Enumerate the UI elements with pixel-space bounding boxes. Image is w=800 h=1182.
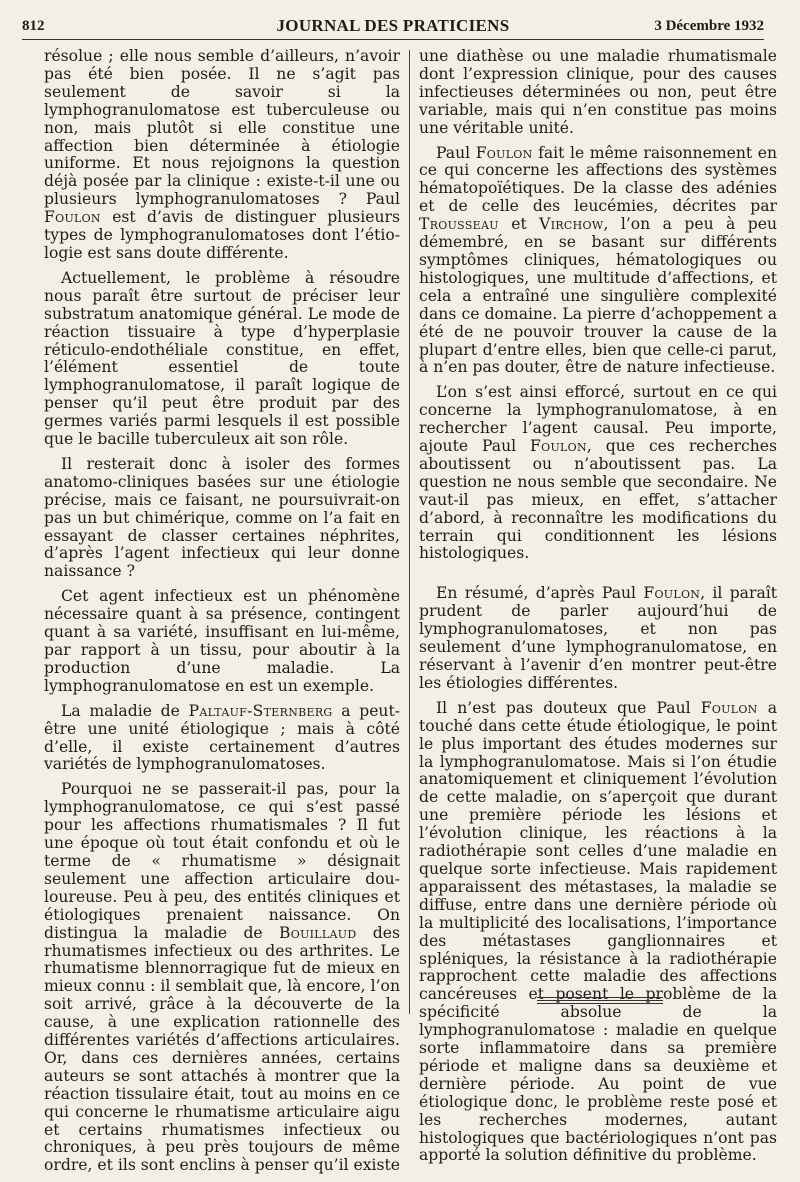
disease-eponym: Bouillaud <box>279 923 357 942</box>
paragraph: une diathèse ou une maladie rhumatismale dont l’expression clinique, pour des causes infectieuses déterminées ou non, peut être variable, mais qui n’en constitue pas moins une véritable unité. <box>419 47 777 137</box>
paragraph: Il resterait donc à isoler des formes anatomo-cliniques basées sur une étiologie précise, mais ce faisant, ne poursuivrait-on pas un but chimérique, comme on l’a fait en essayant de classer certaines néphrites, d’après l’agent infectieux qui leur donne naissance ? <box>44 454 400 581</box>
paragraph <box>419 700 777 1166</box>
text-run: , que ces recherches aboutissent ou n’aboutissent pas. La question ne nous semble que secondaire. Ne vaut-il pas mieux, en effet, s’attacher d’abord, à reconnaître les modifications du terrain qui conditionnent les lésions histologiques. <box>419 437 777 563</box>
text-run: est d’avis de distinguer plusieurs types de lymphogranulomatoses dont l’étiologie est sans doute différente. <box>44 208 400 262</box>
paragraph <box>419 145 777 378</box>
text-run: , il paraît prudent de parler aujourd’hui de lymphogranulomatoses, et non pas seulement d’une lymphogranulomatose, en réservant à l’avenir d’en montrer peut-être les étiologies différentes. <box>419 584 777 692</box>
column-divider <box>409 50 410 1014</box>
paragraph: Actuellement, le problème à résoudre nous paraît être surtout de préciser leur substratum anatomique général. Le mode de réaction tissuaire à type d’hyperplasie réticulo-endothéliale constitue, en effet, l’élément essentiel de toute lymphogranulomatose, il paraît logique de penser qu’il peut être produit par des germes variés parmi lesquels il est possible que le bacille tuberculeux ait son rôle. <box>44 268 400 449</box>
left-column <box>44 48 400 1182</box>
author-name: Foulon <box>475 143 533 162</box>
text-run: Il n’est pas douteux que Paul <box>436 698 701 717</box>
disease-eponym: Paltauf-Sternberg <box>188 701 333 720</box>
page-number: 812 <box>22 18 45 34</box>
paragraph: Cet agent infectieux est un phénomène nécessaire quant à sa présence, contingent quant à sa variété, insuffisant en lui-même, par rapport à un tissu, pour aboutir à la production d’une maladie. La lymphogranulomatose en est un exemple. <box>44 587 400 695</box>
text-run: , l’on a peu à peu démembré, en se basant sur différents symptômes cliniques, hématologiques ou histologiques, une multitude d’affections, et cela a entraîné une singulière complexité dans ce domaine. La pierre d’achoppement a été de ne pouvoir trouver la cause de la plupart d’entre elles, bien que celle-ci parut, à n’en pas douter, être de nature infectieuse. <box>419 215 777 377</box>
journal-title: JOURNAL DES PRATICIENS <box>276 16 510 35</box>
issue-date: 3 Décembre 1932 <box>654 18 764 34</box>
text-run: Paul <box>436 143 476 162</box>
cited-name: Trousseau <box>419 215 499 234</box>
paragraph <box>44 781 400 1175</box>
author-name: Foulon <box>643 584 701 603</box>
rule-line <box>537 997 663 998</box>
text-run: et <box>498 215 540 234</box>
cited-name: Virchow <box>539 215 604 234</box>
rule-line <box>537 1000 663 1001</box>
paragraph <box>44 48 400 263</box>
end-of-article-rule <box>537 997 663 1006</box>
text-run: résolue ; elle nous semble d’ailleurs, n’avoir pas été bien posée. Il ne s’agit pas seulement de savoir si la lymphogranulomatose est tuberculeuse ou non, mais plutôt si elle constitue une affection bien déterminée à étiologie uniforme. Et nous rejoignons la question déjà posée par la clinique : existe-t-il une ou plusieurs lymphogranulomatoses ? Paul <box>44 47 400 209</box>
text-run: fait le même raisonnement en ce qui concerne les affections des systèmes hématopoïétiques. De la classe des adénies et de celle des leucémies, décrites par <box>419 143 777 216</box>
author-name: Foulon <box>530 437 587 456</box>
author-name: Foulon <box>700 698 758 717</box>
author-name: Foulon <box>44 208 101 227</box>
text-run: a peut-être une unité étiologique ; mais à côté d’elle, il existe certainement d’autres variétés de lymphogranulomatoses. <box>44 701 400 774</box>
paragraph <box>44 703 400 775</box>
paragraph <box>419 384 777 563</box>
text-run: La maladie de <box>61 701 189 720</box>
rule-line <box>537 1003 663 1004</box>
text-run: des rhumatismes infectieux ou des arthrites. Le rhumatisme blennorragique fut de mieux en mieux connu : il semblait que, là encore, l’on soit arrivé, grâce à la découverte de la cause, à une explication rationnelle des différentes variétés d’affections articulaires. Or, dans ces dernières années, certains auteurs se sont attachés à montrer que la réaction tissulaire était, tout au moins en ce qui concerne le rhumatisme articulaire aigu et certains rhumatismes infectieux ou chroniques, à peu près toujours de même ordre, et ils sont enclins à penser qu’il existe <box>44 923 401 1175</box>
text-run: L’on s’est ainsi efforcé, surtout en ce qui concerne la lymphogranulomatose, à en rechercher l’agent causal. Peu importe, ajoute Paul <box>419 383 777 456</box>
paragraph <box>419 585 777 692</box>
text-run: a touché dans cette étude étiologique, le point le plus important des études modernes sur la lymphogranulomatose. Mais si l’on étudie anatomiquement et cliniquement l’évolution de cette maladie, on s’aperçoit que durant une première période les lésions et l’évolution clinique, les réactions à la radiothérapie sont celles d’une maladie en quelque sorte infectieuse. Mais rapidement apparaissent des métastases, la maladie se diffuse, entre dans une dernière période où la multiplicité des localisations, l’importance des métastases ganglionnaires et spléniques, la résistance à la radiothérapie rapprochent cette maladie des affections cancéreuses et posent le problème de la spécificité absolue de la lymphogranulomatose : maladie en quelque sorte inflammatoire dans sa première période et maligne dans sa deuxième et dernière période. Au point de vue étiologique donc, le problème reste posé et les recherches modernes, autant histologiques que bactériologiques n’ont pas apporté la solution définitive du problème. <box>419 698 777 1165</box>
page-header <box>22 14 764 40</box>
text-run: En résumé, d’après Paul <box>436 584 644 603</box>
header-rule <box>22 39 764 40</box>
text-run: Pourquoi ne se passerait-il pas, pour la lymphogranulomatose, ce qui s’est passé pour les affections rhumatismales ? Il fut une époque où tout était confondu et où le terme de « rhumatisme » désignait seulement une affection articulaire douloureuse. Peu à peu, des entités cliniques et étiologiques prenaient naissance. On distingua la maladie de <box>44 780 400 942</box>
